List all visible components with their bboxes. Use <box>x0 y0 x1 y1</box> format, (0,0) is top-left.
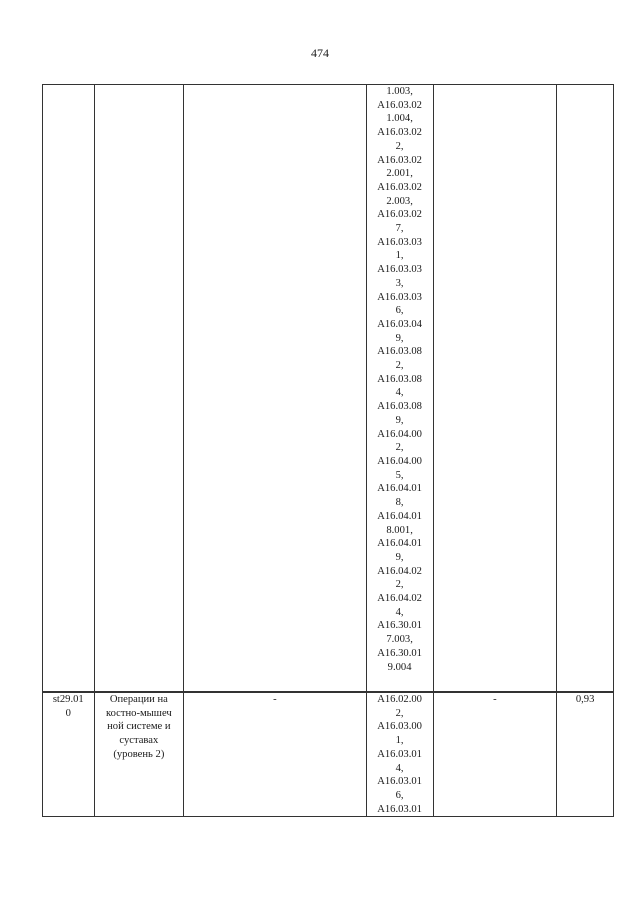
coefficient-cell: 0,93 <box>557 692 614 817</box>
cell-line: A16.03.01 <box>377 748 422 760</box>
cell-line: 4, <box>395 606 404 618</box>
cell-line: 2, <box>395 707 404 719</box>
cell-line: A16.03.01 <box>377 776 422 788</box>
page-number: 474 <box>311 46 329 60</box>
name-cell <box>94 85 184 693</box>
cell-line: A16.03.01 <box>377 803 422 815</box>
cell-line: костно-мышеч <box>105 707 172 719</box>
cell-line: 8.001, <box>386 524 413 536</box>
cell-line: A16.03.04 <box>377 318 422 330</box>
cell-line: 9.004 <box>387 661 412 673</box>
cell-line: A16.04.02 <box>377 565 422 577</box>
table-row <box>43 692 614 817</box>
code-cell <box>43 692 95 817</box>
cell-line: 4, <box>395 387 404 399</box>
cell-line: A16.30.01 <box>377 647 422 659</box>
cell-line: 9, <box>395 332 404 344</box>
cell-line: A16.04.02 <box>377 593 422 605</box>
cell-line: 9, <box>395 414 404 426</box>
cell-line: 5, <box>395 469 404 481</box>
cell-line: 2.003, <box>386 195 413 207</box>
cell-line: 6, <box>395 305 404 317</box>
cell-line: A16.03.08 <box>377 401 422 413</box>
cell-line: A16.04.00 <box>377 428 422 440</box>
column-3-cell: - <box>184 692 366 817</box>
cell-line: A16.02.00 <box>377 694 422 705</box>
cell-line: 1.003, <box>386 86 413 97</box>
cell-line: 0 <box>65 707 71 719</box>
code-cell <box>43 85 95 693</box>
cell-line: 2, <box>395 442 404 454</box>
cell-line: 3, <box>395 277 404 289</box>
table-row <box>43 85 614 693</box>
column-5-cell <box>433 85 557 693</box>
cell-line: 1, <box>395 735 404 747</box>
cell-line: суставах <box>119 735 159 747</box>
cell-line: 2, <box>395 360 404 372</box>
cell-line: A16.04.01 <box>377 538 422 550</box>
cell-line: A16.03.03 <box>377 291 422 303</box>
cell-line: A16.03.08 <box>377 346 422 358</box>
cell-line: 7, <box>395 223 404 235</box>
tariff-table <box>42 84 614 817</box>
cell-line: A16.04.01 <box>377 483 422 495</box>
cell-line: A16.03.00 <box>377 721 422 733</box>
column-5-cell: - <box>433 692 557 817</box>
cell-line: A16.30.01 <box>377 620 422 632</box>
cell-line: A16.03.03 <box>377 264 422 276</box>
cell-line: 1, <box>395 250 404 262</box>
name-cell <box>94 692 184 817</box>
cell-line: st29.01 <box>52 694 84 705</box>
cell-line: 8, <box>395 497 404 509</box>
cell-line: 2, <box>395 140 404 152</box>
cell-line: 1.004, <box>386 113 413 125</box>
cell-line: 2.001, <box>386 168 413 180</box>
service-codes-cell <box>366 692 433 817</box>
cell-line: Операции на <box>109 694 168 705</box>
cell-line: A16.03.02 <box>377 181 422 193</box>
cell-line: A16.03.02 <box>377 154 422 166</box>
cell-line: A16.03.02 <box>377 209 422 221</box>
cell-line: A16.04.00 <box>377 455 422 467</box>
cell-line: A16.03.03 <box>377 236 422 248</box>
cell-line: 6, <box>395 789 404 801</box>
cell-line: A16.04.01 <box>377 510 422 522</box>
column-3-cell <box>184 85 366 693</box>
service-codes-cell <box>366 85 433 693</box>
cell-line: 2, <box>395 579 404 591</box>
cell-line: A16.03.02 <box>377 127 422 139</box>
cell-line: 7.003, <box>386 634 413 646</box>
cell-line: 9, <box>395 551 404 563</box>
cell-line: A16.03.02 <box>377 99 422 111</box>
cell-line: (уровень 2) <box>113 748 165 760</box>
cell-line: A16.03.08 <box>377 373 422 385</box>
cell-line: 4, <box>395 762 404 774</box>
cell-line: ной системе и <box>107 721 171 733</box>
coefficient-cell <box>557 85 614 693</box>
